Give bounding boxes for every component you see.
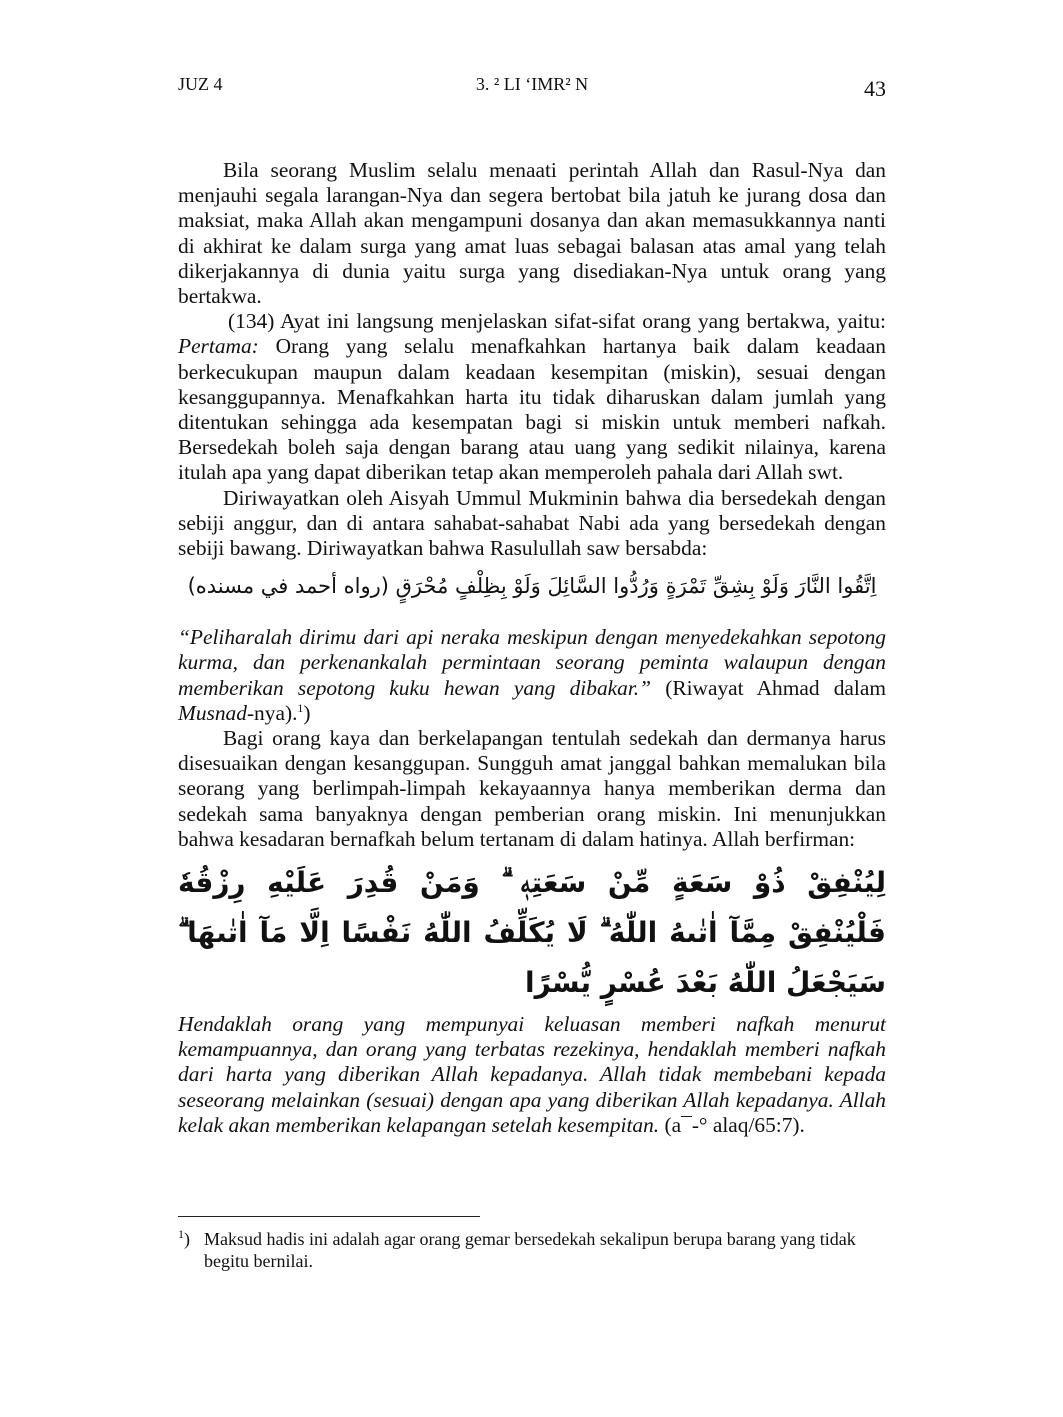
- ayat-translation-text: Hendaklah orang yang mempunyai keluasan memberi nafkah menurut kemampuannya, dan orang yang terbatas rezekinya, hendaklah memberi nafkah dari harta yang diberikan Allah kepadanya. Allah tidak membebani kepada seseorang melainkan (sesuai) dengan apa yang diberikan Allah kepadanya. Allah kelak akan memberikan kelapangan setelah kesempitan.: [178, 1012, 886, 1137]
- paragraph-2-start: (134) Ayat ini langsung menjelaskan sifat-sifat orang yang bertakwa, yaitu:: [228, 309, 886, 334]
- hadith-translation: [178, 625, 886, 726]
- footnote-mark-close: ): [184, 1229, 190, 1249]
- footnote-divider: [178, 1216, 480, 1217]
- footnote-mark: [178, 1228, 190, 1250]
- footnote-reference: 1: [297, 700, 304, 715]
- paragraph-4: Bagi orang kaya dan berkelapangan tentulah sedekah dan dermanya harus disesuaikan dengan kesanggupan. Sungguh amat janggal bahkan memalukan bila seorang yang berlimpah-limpah kekayaannya hanya memberikan derma dan sedekah sama banyaknya dengan pemberian orang miskin. Ini menunjukkan bahwa kesadaran bernafkah belum tertanam di dalam hatinya. Allah berfirman:: [178, 726, 886, 851]
- hadith-source-end: -nya).: [246, 700, 298, 725]
- pertama-label: Pertama:: [178, 334, 259, 359]
- running-head: [178, 72, 886, 102]
- surah-title: 3. ² LI ‘IMR² N: [475, 74, 589, 94]
- hadith-translation-text: “Peliharalah dirimu dari api neraka meskipun dengan menyedekahkan sepotong kurma, dan perkenankalah permintaan seorang peminta walaupun dengan memberikan sepotong kuku hewan yang dibakar.”: [178, 625, 886, 700]
- footnote-reference-close: ): [303, 700, 311, 725]
- paragraph-3: Diriwayatkan oleh Aisyah Ummul Mukminin bahwa dia bersedekah dengan sebiji anggur, dan di antara sahabat-sahabat Nabi ada yang bersedekah dengan sebiji bawang. Diriwayatkan bahwa Rasulullah saw bersabda:: [178, 485, 886, 561]
- hadith-source-start: (Riwayat Ahmad dalam: [651, 675, 886, 700]
- paragraph-2-rest: Orang yang selalu menafkahkan hartanya baik dalam keadaan berkecukupan maupun dalam keadaan kesempitan (miskin), sesuai dengan kesanggupannya. Menafkahkan harta itu tidak diharuskan dalam jumlah yang ditentukan sehingga ada kesempatan bagi si miskin untuk memberi nafkah. Bersedekah boleh saja dengan barang atau uang yang sedikit nilainya, karena itulah apa yang dapat diberikan tetap akan memperoleh pahala dari Allah swt.: [178, 334, 886, 485]
- juz-label: JUZ 4: [178, 74, 223, 94]
- footnote: [178, 1228, 886, 1272]
- ayat-translation: [178, 1012, 886, 1138]
- footnote-number: 1: [178, 1227, 184, 1241]
- paragraph-1: Bila seorang Muslim selalu menaati perintah Allah dan Rasul-Nya dan menjauhi segala larangan-Nya dan segera bertobat bila jatuh ke jurang dosa dan maksiat, maka Allah akan mengampuni dosanya dan akan memasukkannya nanti di akhirat ke dalam surga yang amat luas sebagai balasan atas amal yang telah dikerjakannya di dunia yaitu surga yang disediakan-Nya untuk orang yang bertakwa.: [178, 158, 886, 309]
- ayat-arabic: لِيُنْفِقْ ذُوْ سَعَةٍ مِّنْ سَعَتِهٖ ۗ وَمَنْ قُدِرَ عَلَيْهِ رِزْقُهٗ فَلْيُنْفِقْ مِمَّآ اٰتٰىهُ اللّٰهُ ۗ لَا يُكَلِّفُ اللّٰهُ نَفْسًا اِلَّا مَآ اٰتٰىهَا ۗ سَيَجْعَلُ اللّٰهُ بَعْدَ عُسْرٍ يُّسْرًا: [178, 866, 886, 1000]
- page-number: 43: [864, 76, 886, 101]
- ayat-reference: (a¯-° alaq/65:7).: [664, 1112, 805, 1137]
- hadith-arabic: اِتَّقُوا النَّارَ وَلَوْ بِشِقِّ تَمْرَةٍ وَرُدُّوا السَّائِلَ وَلَوْ بِظِلْفٍ مُحْرَقٍ (رواه أحمد في مسنده): [187, 574, 877, 599]
- hadith-source-book: Musnad: [178, 700, 247, 725]
- footnote-text: Maksud hadis ini adalah agar orang gemar bersedekah sekalipun berupa barang yang tidak begitu bernilai.: [204, 1229, 856, 1271]
- paragraph-2: [178, 309, 886, 485]
- body-text: [178, 158, 886, 1138]
